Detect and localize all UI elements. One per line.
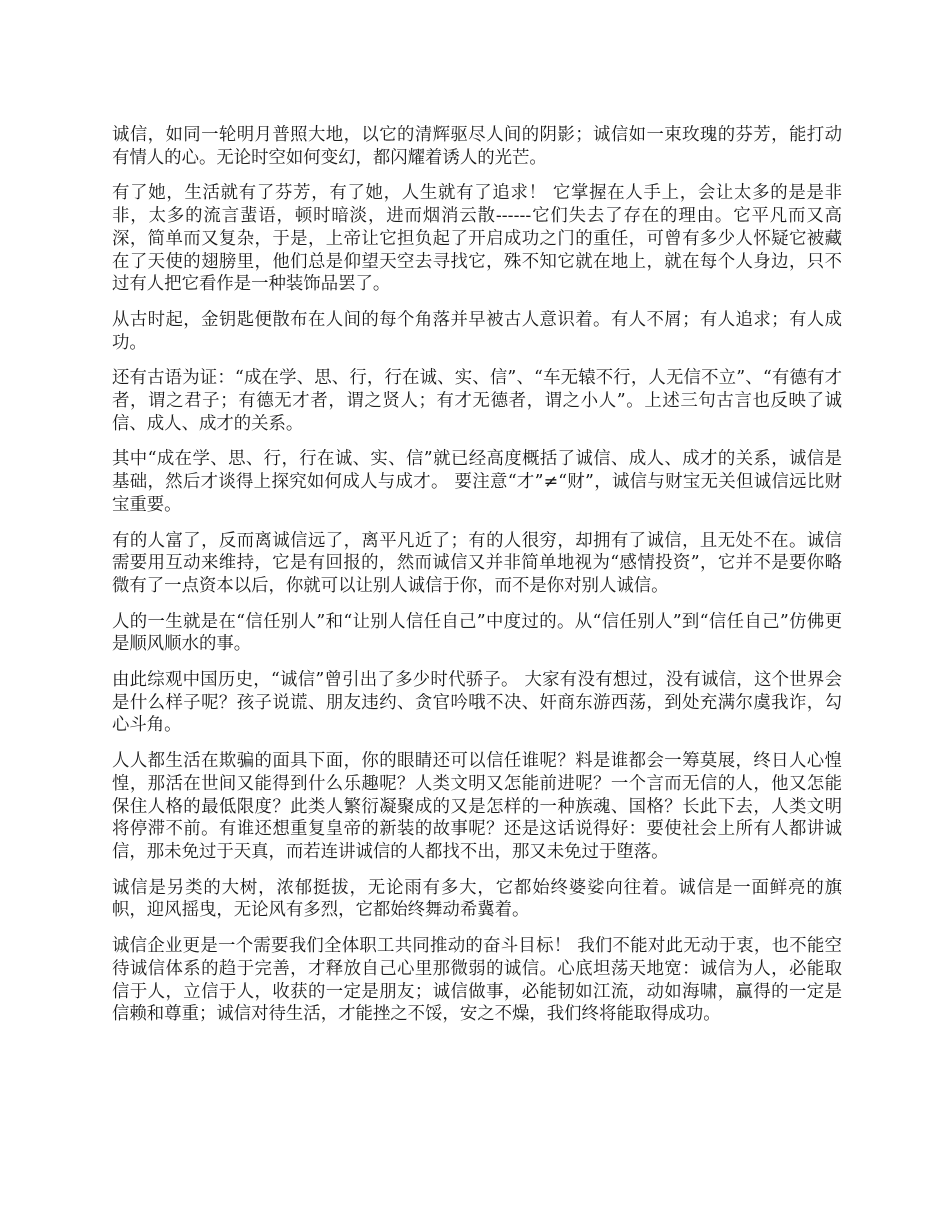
paragraph-3: 从古时起，金钥匙便散布在人间的每个角落并早被古人意识着。有人不屑；有人追求；有人成功。 xyxy=(112,309,842,353)
paragraph-1: 诚信，如同一轮明月普照大地，以它的清辉驱尽人间的阴影；诚信如一束玫瑰的芬芳，能打动有情人的心。无论时空如何变幻，都闪耀着诱人的光芒。 xyxy=(112,125,842,168)
paragraph-4: 还有古语为证：“成在学、思、行，行在诚、实、信”、“车无辕不行，人无信不立”、“有德有才者，谓之君子；有德无才者，谓之贤人；有才无德者，谓之小人”。上述三句古言也反映了诚信、成人、成才的关系。 xyxy=(112,368,842,434)
document-body xyxy=(112,124,842,1039)
paragraph-7: 人的一生就是在“信任别人”和“让别人信任自己”中度过的。从“信任别人”到“信任自己”仿佛更是顺风顺水的事。 xyxy=(112,611,842,655)
paragraph-10: 诚信是另类的大树，浓郁挺拔，无论雨有多大，它都始终婆娑向往着。诚信是一面鲜亮的旗帜，迎风摇曳，无论风有多烈，它都始终舞动希冀着。 xyxy=(112,877,842,921)
paragraph-8: 由此综观中国历史，“诚信”曾引出了多少时代骄子。 大家有没有想过，没有诚信，这个世界会是什么样子呢？孩子说谎、朋友违约、贪官吟哦不决、奸商东游西荡，到处充满尔虞我诈，勾心斗角。 xyxy=(112,670,842,736)
paragraph-6: 有的人富了，反而离诚信远了，离平凡近了；有的人很穷，却拥有了诚信，且无处不在。诚信需要用互动来维持，它是有回报的，然而诚信又并非简单地视为“感情投资”，它并不是要你略微有了一点资本以后，你就可以让别人诚信于你，而不是你对别人诚信。 xyxy=(112,530,842,596)
paragraph-9: 人人都生活在欺骗的面具下面，你的眼睛还可以信任谁呢？料是谁都会一筹莫展，终日人心惶惶，那活在世间又能得到什么乐趣呢？人类文明又怎能前进呢？一个言而无信的人，他又怎能保住人格的最低限度？此类人繁衍凝聚成的又是怎样的一种族魂、国格？长此下去，人类文明将停滞不前。有谁还想重复皇帝的新装的故事呢？还是这话说得好：要使社会上所有人都讲诚信，那未免过于天真，而若连讲诚信的人都找不出，那又未免过于堕落。 xyxy=(112,751,842,862)
paragraph-5: 其中“成在学、思、行，行在诚、实、信”就已经高度概括了诚信、成人、成才的关系，诚信是基础，然后才谈得上探究如何成人与成才。 要注意“才”≠“财”，诚信与财宝无关但诚信远比财宝重要。 xyxy=(112,449,842,515)
paragraph-2: 有了她，生活就有了芬芳，有了她，人生就有了追求！ 它掌握在人手上，会让太多的是是非非，太多的流言蜚语，顿时暗淡，进而烟消云散------它们失去了存在的理由。它平凡而又高深，简单而又复杂，于是，上帝让它担负起了开启成功之门的重任，可曾有多少人怀疑它被藏在了天使的翅膀里，他们总是仰望天空去寻找它，殊不知它就在地上，就在每个人身边，只不过有人把它看作是一种装饰品罢了。 xyxy=(112,183,842,295)
paragraph-11: 诚信企业更是一个需要我们全体职工共同推动的奋斗目标！ 我们不能对此无动于衷，也不能空待诚信体系的趋于完善，才释放自己心里那微弱的诚信。心底坦荡天地宽：诚信为人，必能取信于人，立信于人，收获的一定是朋友；诚信做事，必能韧如江流，动如海啸，赢得的一定是信赖和尊重；诚信对待生活，才能挫之不馁，安之不燥，我们终将能取得成功。 xyxy=(112,936,842,1025)
